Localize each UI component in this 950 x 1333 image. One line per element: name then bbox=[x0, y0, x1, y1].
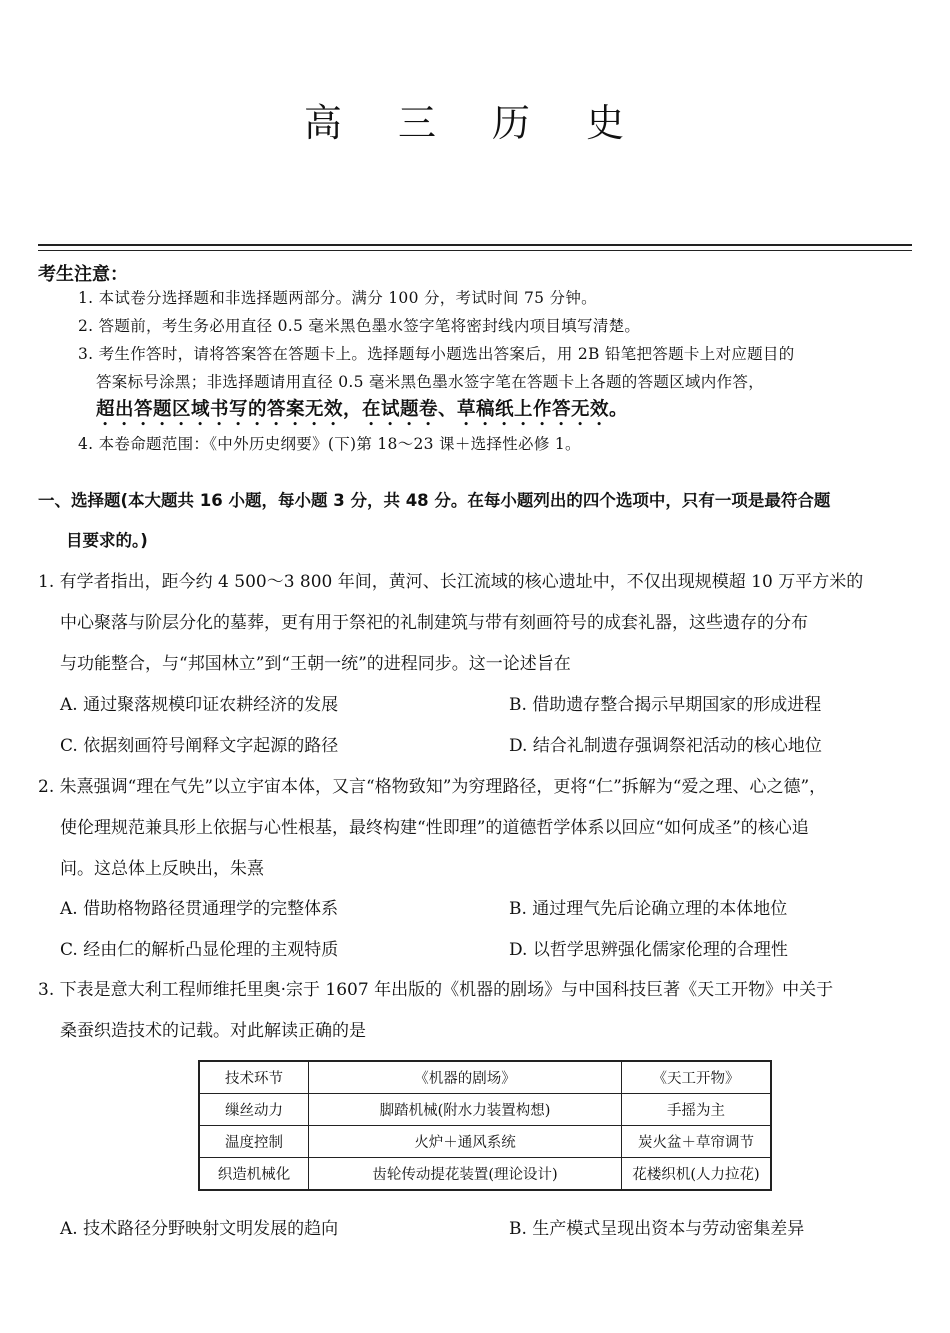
question-3 bbox=[38, 970, 918, 1052]
table-header-cell: 《机器的剧场》 bbox=[309, 1061, 622, 1094]
table-cell: 织造机械化 bbox=[199, 1158, 309, 1191]
page-title: 高 三 历 史 bbox=[303, 101, 647, 145]
table-cell: 脚踏机械(附水力装置构想) bbox=[309, 1094, 622, 1126]
question-1-option-b: B. 借助遗存整合揭示早期国家的形成进程 bbox=[509, 695, 822, 715]
header-rule bbox=[38, 244, 912, 246]
header-rule-thin bbox=[38, 250, 912, 251]
table-cell: 火炉＋通风系统 bbox=[309, 1126, 622, 1158]
question-3-option-a: A. 技术路径分野映射文明发展的趋向 bbox=[60, 1219, 339, 1239]
notice-heading: 考生注意： bbox=[38, 264, 128, 285]
question-1-option-c: C. 依据刻画符号阐释文字起源的路径 bbox=[60, 736, 339, 756]
question-2-option-d: D. 以哲学思辨强化儒家伦理的合理性 bbox=[509, 940, 788, 960]
notice-item-3-cont: 答案标号涂黑；非选择题请用直径 0.5 毫米黑色墨水签字笔在答题卡上各题的答题区域内作答， bbox=[96, 373, 765, 391]
question-3-line-1: 3. 下表是意大利工程师维托里奥·宗于 1607 年出版的《机器的剧场》与中国科技巨著《天工开物》中关于 bbox=[38, 980, 834, 1000]
question-1-line-1: 1. 有学者指出，距今约 4 500～3 800 年间，黄河、长江流域的核心遗址中，不仅出现规模超 10 万平方米的 bbox=[38, 572, 864, 592]
section-heading-line1: 一、选择题(本大题共 16 小题，每小题 3 分，共 48 分。在每小题列出的四个选项中，只有一项是最符合题 bbox=[38, 491, 831, 510]
table-row bbox=[199, 1126, 771, 1158]
table-cell: 炭火盆＋草帘调节 bbox=[622, 1126, 772, 1158]
question-2-line-1: 2. 朱熹强调“理在气先”以立宇宙本体，又言“格物致知”为穷理路径，更将“仁”拆解为“爱之理、心之德”， bbox=[38, 777, 827, 797]
question-1-line-3: 与功能整合，与“邦国林立”到“王朝一统”的进程同步。这一论述旨在 bbox=[60, 654, 571, 674]
table-cell: 齿轮传动提花装置(理论设计) bbox=[309, 1158, 622, 1191]
section-heading-line2: 目要求的。) bbox=[66, 531, 148, 550]
table-header-cell: 技术环节 bbox=[199, 1061, 309, 1094]
question-2-line-3: 问。这总体上反映出，朱熹 bbox=[60, 859, 264, 879]
table-cell: 温度控制 bbox=[199, 1126, 309, 1158]
question-1 bbox=[38, 562, 918, 685]
notice-item-1: 1. 本试卷分选择题和非选择题两部分。满分 100 分，考试时间 75 分钟。 bbox=[78, 289, 597, 307]
question-3-line-2: 桑蚕织造技术的记载。对此解读正确的是 bbox=[60, 1021, 366, 1041]
table-cell: 手摇为主 bbox=[622, 1094, 772, 1126]
question-2 bbox=[38, 767, 918, 890]
table-header-cell: 《天工开物》 bbox=[622, 1061, 772, 1094]
question-1-option-d: D. 结合礼制遗存强调祭祀活动的核心地位 bbox=[509, 736, 822, 756]
notice-emphasis-wrap bbox=[78, 396, 918, 430]
question-2-option-c: C. 经由仁的解析凸显伦理的主观特质 bbox=[60, 940, 339, 960]
notice-item-3-cont-wrap bbox=[78, 368, 918, 396]
question-3-option-b: B. 生产模式呈现出资本与劳动密集差异 bbox=[509, 1219, 805, 1239]
table-row bbox=[199, 1158, 771, 1191]
table-cell: 缫丝动力 bbox=[199, 1094, 309, 1126]
comparison-table bbox=[198, 1060, 772, 1191]
question-1-line-2: 中心聚落与阶层分化的墓葬，更有用于祭祀的礼制建筑与带有刻画符号的成套礼器，这些遗存的分布 bbox=[60, 613, 808, 633]
notice-emphasis: 超出答题区域书写的答案无效，在试题卷、草稿纸上作答无效。 bbox=[96, 399, 629, 420]
notice-item-4: 4. 本卷命题范围：《中外历史纲要》(下)第 18～23 课＋选择性必修 1。 bbox=[78, 435, 581, 453]
table-cell: 花楼织机(人力拉花) bbox=[622, 1158, 772, 1191]
question-2-option-b: B. 通过理气先后论确立理的本体地位 bbox=[509, 899, 788, 919]
table-header-row bbox=[199, 1061, 771, 1094]
notice-item-3: 3. 考生作答时，请将答案答在答题卡上。选择题每小题选出答案后，用 2B 铅笔把答题卡上对应题目的 bbox=[78, 345, 795, 363]
table-row bbox=[199, 1094, 771, 1126]
question-2-option-a: A. 借助格物路径贯通理学的完整体系 bbox=[60, 899, 339, 919]
notice-item-2: 2. 答题前，考生务必用直径 0.5 毫米黑色墨水签字笔将密封线内项目填写清楚。 bbox=[78, 317, 641, 335]
question-1-option-a: A. 通过聚落规模印证农耕经济的发展 bbox=[60, 695, 339, 715]
question-2-line-2: 使伦理规范兼具形上依据与心性根基，最终构建“性即理”的道德哲学体系以回应“如何成圣”的核心追 bbox=[60, 818, 809, 838]
